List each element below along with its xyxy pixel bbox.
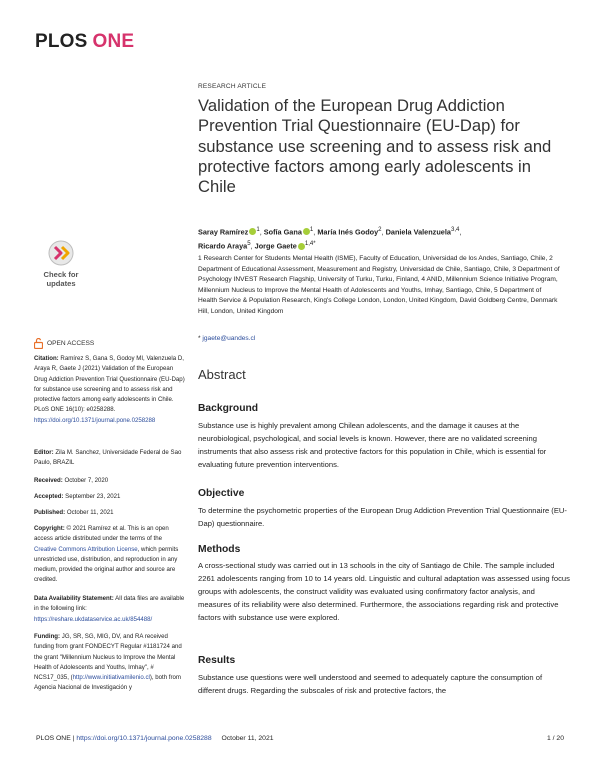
journal-logo [35,31,134,53]
author-affil-sup: 2 [378,226,382,233]
section-heading-methods: Methods [198,544,241,555]
check-for-updates-icon[interactable] [35,238,87,298]
open-access [34,338,94,349]
published-block [34,508,186,518]
footer-date: October 11, 2021 [221,735,274,742]
data-availability-label: Data Availability Statement: [34,595,114,602]
footer-journal: PLOS ONE [36,735,71,742]
received-text: October 7, 2020 [64,477,109,484]
citation-doi-link[interactable]: https://doi.org/10.1371/journal.pone.0258288 [34,416,156,424]
author-name[interactable]: María Inés Godoy [317,227,379,237]
editor-text: Zila M. Sanchez, Universidade Federal de Sao Paulo, BRAZIL [34,449,182,467]
check-line1: Check for [43,270,79,279]
section-body-background: Substance use is highly prevalent among Chilean adolescents, and the damage it causes at the neurobiological, psychological, and social levels is known. However, there are no validated screening instruments that also assess risk and protective factors for this population in Chile, which is essential for evaluating future prevention interventions. [198,421,547,469]
orcid-icon[interactable] [298,243,305,250]
funding-block [34,632,186,694]
section-body-methods: A cross-sectional study was carried out in 13 schools in the city of Santiago de Chile. The sample included 2261 adolescents ranging from 10 to 14 years old. Linguistic and cultural adaptation was assessed using focus groups with adolescents, the construct validity was evaluated using confirmatory factor analysis, and measures of its reliability were also determined. Furthermore, the associations regarding risk and protective factors with substance use were explored. [198,561,570,622]
footer-separator: | [72,735,75,742]
section-body-results: Substance use questions were well understood and seemed to adequately capture the consumption of different drugs. Regarding the subscales of risk and protective factors, the [198,673,543,695]
author-affil-sup: 1 [256,226,260,233]
author-affil-sup: 5 [247,240,251,248]
logo-one: ONE [92,31,135,52]
logo-plos: PLOS [35,31,88,52]
received-label: Received: [34,477,63,484]
accepted-label: Accepted: [34,493,64,500]
accepted-text: September 23, 2021 [65,493,121,500]
data-availability-block [34,594,186,625]
copyright-text-end: , which permits unrestricted use, distribution, and reproduction in any medium, provided the original author and source are credited. [34,545,179,584]
author-affil-sup: 1 [309,226,314,233]
open-access-label: OPEN ACCESS [47,340,95,347]
received-block [34,476,186,486]
data-availability-text: All data files are available in the following link: [34,595,185,613]
email-link[interactable]: jgaete@uandes.cl [202,335,256,342]
check-for-updates-label[interactable] [35,270,87,288]
section-body-objective: To determine the psychometric properties of the European Drug Addiction Prevention Trial Questionnaire (EU-Dap) questionnaire. [198,506,567,528]
license-link[interactable]: Creative Commons Attribution License [34,545,138,553]
citation-block [34,354,186,426]
funding-label: Funding: [34,633,61,640]
article-type: RESEARCH ARTICLE [198,83,267,90]
copyright-text: © 2021 Ramírez et al. This is an open access article distributed under the terms of the [34,525,169,543]
author-name[interactable]: Ricardo Araya [198,241,248,251]
corresponding-star: * [198,335,201,342]
funding-text-end: ), both from Agencia Nacional de Investigación y [34,674,181,692]
check-line2: updates [46,279,76,288]
section-heading-objective: Objective [198,488,245,499]
author-affil-sup: 1,4* [304,240,316,248]
published-label: Published: [34,509,66,516]
author-name[interactable]: Jorge Gaete [254,241,297,251]
data-availability-link[interactable]: https://reshare.ukdataservice.ac.uk/854488/ [34,615,153,623]
copyright-block [34,524,186,586]
citation-label: Citation: [34,355,59,362]
article-title: Validation of the European Drug Addiction Prevention Trial Questionnaire (EU-Dap) for substance use screening and to assess risk and protective factors among early adolescents in Chile [198,96,552,197]
page-footer [36,735,274,742]
orcid-icon[interactable] [303,228,310,235]
footer-doi-link[interactable]: https://doi.org/10.1371/journal.pone.0258288 [76,735,212,742]
section-heading-background: Background [198,403,259,414]
author-affil-sup: 3,4 [450,226,460,233]
copyright-label: Copyright: [34,525,65,532]
funding-link[interactable]: http://www.initiativamilenio.cl [72,674,150,682]
corresponding-email[interactable] [198,335,255,342]
section-heading-results: Results [198,655,236,666]
author-name[interactable]: Sofía Gana [263,227,302,237]
author-name[interactable]: Saray Ramírez [198,227,249,237]
page-number: 1 / 20 [546,735,564,742]
editor-label: Editor: [34,449,54,456]
funding-text: JG, SR, SG, MIG, DV, and RA received funding from grant FONDECYT Regular #1181724 and the grant "Millennium Nucleus to Improve the Mental Health of Adolescents and Youths, Imhay", # NCS17_035, ( [34,633,182,682]
affiliations: 1 Research Center for Students Mental Health (ISME), Faculty of Education, Universidad de los Andes, Santiago, Chile, 2 Department of Educational Assessment, Measurement and Registry, Universidad de Chile, Santiago, Chile, 3 Department of Psychology INVEST Research Flagship, University of Turku, Turku, Finland, 4 ANID, Millennium Science Initiative Program, Millennium Nucleus to Improve the Mental Health of Adolescents and Youths, Imhay, Santiago, Chile, 5 Department of Health Service & Population Research, King's College London, London, United Kingdom, David Goldberg Centre, Denmark Hill, London, United Kingdom [198,255,560,315]
author-name[interactable]: Daniela Valenzuela [385,227,451,237]
abstract-heading: Abstract [198,367,246,382]
editor-block [34,448,186,469]
published-text: October 11, 2021 [66,509,114,516]
accepted-block [34,492,186,502]
author-list: Saray Ramírez $^1$, Sofía Gana $^1$, María Inés Godoy$^2$, Daniela Valenzuela$^{3,4}$, Ricardo Araya$^5$, Jorge Gaete $^{1,4*}$ [198,226,462,251]
open-lock-icon [34,338,43,349]
citation-text: Ramírez S, Gana S, Godoy MI, Valenzuela D, Araya R, Gaete J (2021) Validation of the European Drug Addiction Prevention Trial Questionnaire (EU-Dap) for substance use screening and to assess risk and protective factors among early adolescents in Chile. PLoS ONE 16(10): e0258288. [34,355,185,414]
